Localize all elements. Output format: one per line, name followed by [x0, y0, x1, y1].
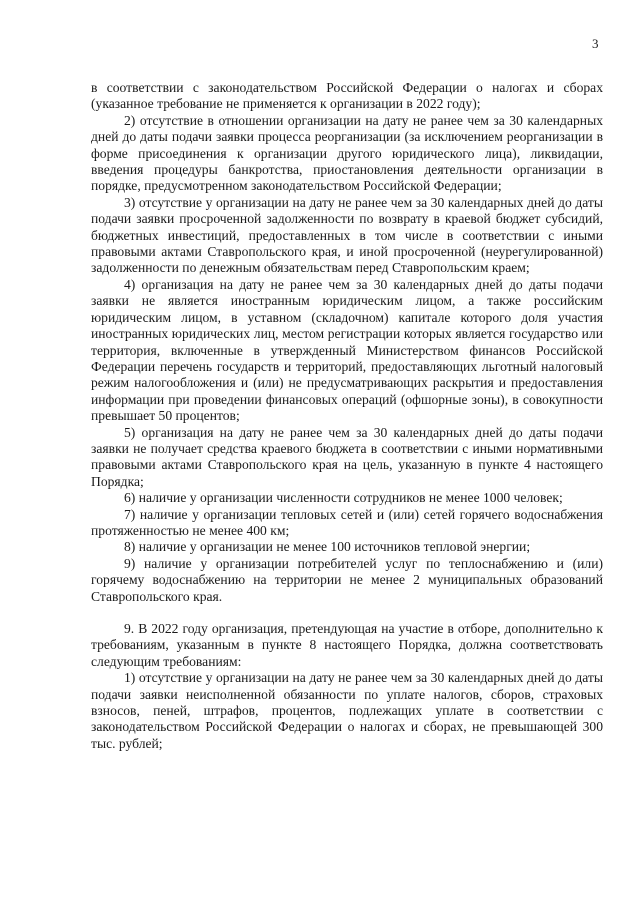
page-number: 3	[592, 36, 599, 51]
paragraph-item-6: 6) наличие у организации численности сотрудников не менее 1000 человек;	[124, 490, 563, 506]
paragraph-item-3: 3) отсутствие у организации на дату не ранее чем за 30 календарных дней до даты подачи заявки просроченной задолженности по возврату в краевой бюджет субсидий, бюджетных инвестиций, предоставленных в том числе в соответствии с иными правовыми актами Ставропольского края, и иной просроченной (неурегулированной) задолженности по денежным обязательствам перед Ставропольским краем;	[91, 194, 603, 276]
paragraph-item-4: 4) организация на дату не ранее чем за 30 календарных дней до даты подачи заявки не является иностранным юридическим лицом, а также российским юридическим лицом, в уставном (складочном) капитале которого доля участия иностранных юридических лиц, местом регистрации которых является государство или территория, включенные в утвержденный Министерством финансов Российской Федерации перечень государств и территорий, предоставляющих льготный налоговый режим налогообложения и (или) не предусматривающих раскрытия и предоставления информации при проведении финансовых операций (офшорные зоны), в совокупности превышает 50 процентов;	[91, 276, 603, 424]
paragraph-item-5: 5) организация на дату не ранее чем за 30 календарных дней до даты подачи заявки не получает средства краевого бюджета в соответствии с иными нормативными правовыми актами Ставропольского края на цель, указанную в пункте 4 настоящего Порядка;	[91, 424, 603, 489]
paragraph-section-9-item-1: 1) отсутствие у организации на дату не ранее чем за 30 календарных дней до даты подачи заявки неисполненной обязанности по уплате налогов, сборов, страховых взносов, пеней, штрафов, процентов, подлежащих уплате в соответствии с законодательством Российской Федерации о налогах и сборах, не превышающей 300 тыс. рублей;	[91, 670, 603, 751]
paragraph-item-8: 8) наличие у организации не менее 100 источников тепловой энергии;	[124, 539, 531, 555]
paragraph-item-2: 2) отсутствие в отношении организации на дату не ранее чем за 30 календарных дней до даты подачи заявки процесса реорганизации (за исключением реорганизации в форме присоединения к организации другого юридического лица), ликвидации, введения процедуры банкротства, приостановления деятельности организации в порядке, предусмотренном законодательством Российской Федерации;	[91, 112, 603, 194]
paragraph-section-9: 9. В 2022 году организация, претендующая на участие в отборе, дополнительно к требованиям, указанным в пункте 8 настоящего Порядка, должна соответствовать следующим требованиям:	[91, 621, 603, 669]
paragraph-item-9: 9) наличие у организации потребителей услуг по теплоснабжению и (или) горячему водоснабжению на территории не менее 2 муниципальных образований Ставропольского края.	[91, 555, 603, 604]
paragraph-continuation: в соответствии с законодательством Российской Федерации о налогах и сборах (указанное требование не применяется к организации в 2022 году);	[91, 80, 603, 112]
document-body	[91, 80, 603, 752]
paragraph-item-7: 7) наличие у организации тепловых сетей и (или) сетей горячего водоснабжения протяженностью не менее 400 км;	[91, 506, 603, 538]
